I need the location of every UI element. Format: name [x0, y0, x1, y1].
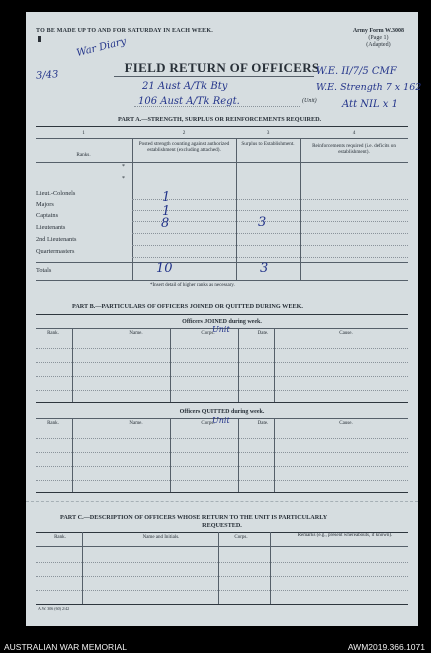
binding-mark: [38, 36, 41, 42]
form-sheet: [26, 12, 422, 626]
handwritten-margin-number: 3/43: [35, 69, 59, 82]
row-dots-4: [132, 233, 408, 234]
handwritten-corps-quitted: Unit: [212, 416, 230, 425]
handwritten-corps-joined: Unit: [212, 325, 230, 334]
part-a-col-num-3: 3: [266, 130, 270, 136]
part-c-bottom-rule: [36, 604, 408, 605]
joined-col-cause: Cause.: [339, 331, 353, 336]
part-a-vline-3: [300, 138, 301, 280]
joined-title: Officers JOINED during week.: [182, 319, 262, 325]
joined-col-date: Date.: [257, 331, 269, 336]
joined-dots-4: [36, 390, 408, 391]
row-dots-3: [132, 221, 408, 222]
part-a-vline-1: [132, 138, 133, 280]
archive-accession-number: AWM2019.366.1071: [347, 642, 425, 652]
totals-surplus: 3: [260, 261, 269, 276]
part-c-vline-3: [270, 532, 271, 604]
part-c-title-line2: REQUESTED.: [202, 522, 242, 529]
joined-col-name: Name.: [129, 331, 143, 336]
row-dots-2: [132, 210, 408, 211]
joined-bottom-rule: [36, 402, 408, 403]
posted-captains: 1: [162, 204, 171, 219]
title-underline: [114, 76, 314, 77]
rank-quartermasters: Quartermasters: [36, 248, 75, 255]
part-a-col-num-1: 1: [82, 130, 85, 136]
form-number-block: [353, 28, 404, 49]
posted-lieutenants: 8: [161, 216, 170, 231]
quitted-bottom-rule: [36, 492, 408, 493]
part-a-title: PART A.—STRENGTH, SURPLUS OR REINFORCEMENTS REQUIRED.: [118, 116, 322, 123]
asterisk-1: *: [122, 164, 125, 170]
part-a-top-rule: [36, 126, 408, 127]
unit-label: (Unit): [302, 98, 317, 104]
part-c-col-corps: Corps.: [234, 535, 248, 540]
quitted-col-date: Date.: [257, 421, 269, 426]
part-c-header-rule: [36, 546, 408, 547]
quitted-title: Officers QUITTED during week.: [179, 409, 265, 415]
totals-label: Totals: [36, 267, 52, 274]
rank-lieut-colonels: Lieut.-Colonels: [36, 190, 76, 197]
quitted-dots-3: [36, 466, 408, 467]
totals-posted: 10: [156, 261, 173, 276]
part-c-vline-2: [218, 532, 219, 604]
part-a-header-rule: [36, 162, 408, 163]
part-c-dots-2: [36, 576, 408, 577]
part-a-bottom-rule: [36, 280, 408, 281]
archive-credit: AUSTRALIAN WAR MEMORIAL: [4, 642, 127, 652]
quitted-dots-4: [36, 480, 408, 481]
print-reference: A.W. 306 (60) 2/42: [38, 606, 70, 611]
part-a-footnote: *Insert detail of higher ranks as necessary.: [150, 283, 235, 288]
rank-2nd-lieutenants: 2nd Lieutenants: [36, 236, 77, 243]
part-a-totals-rule: [36, 262, 408, 263]
form-adapted: (Adapted): [366, 42, 391, 48]
joined-col-rank: Rank.: [47, 331, 59, 336]
quitted-col-cause: Cause.: [339, 421, 353, 426]
quitted-dots-1: [36, 438, 408, 439]
handwritten-we-strength: W.E. Strength 7 x 162: [316, 82, 422, 93]
fold-line: [26, 501, 418, 502]
rank-captains: Captains: [36, 212, 59, 219]
quitted-dots-2: [36, 452, 408, 453]
handwritten-unit-line2: 106 Aust A/Tk Regt.: [138, 96, 240, 107]
part-a-col2-header: Posted strength counting against authorized establishment (excluding attached).: [138, 141, 230, 153]
handwritten-war-diary: War Diary: [75, 36, 128, 59]
part-a-col1-header: Ranks.: [76, 152, 91, 158]
unit-dotted-line: [134, 106, 300, 107]
part-a-col4-header: Reinforcements required (i.e. deficits on establishment).: [312, 143, 396, 155]
joined-col-corps: Corps.: [201, 331, 215, 336]
quitted-col-rank: Rank.: [47, 421, 59, 426]
part-c-title-line1: PART C.—DESCRIPTION OF OFFICERS WHOSE RETURN TO THE UNIT IS PARTICULARLY: [60, 514, 328, 521]
joined-dots-3: [36, 376, 408, 377]
part-c-col-remarks: Remarks (e.g., present whereabouts, if known).: [297, 533, 393, 538]
row-dots-6: [132, 257, 408, 258]
form-page: (Page 1): [368, 35, 389, 41]
quitted-col-corps: Corps.: [201, 421, 215, 426]
handwritten-att-nil: Att NIL x 1: [342, 99, 398, 110]
part-c-dots-3: [36, 590, 408, 591]
quitted-col-name: Name.: [129, 421, 143, 426]
part-b-top-rule: [36, 314, 408, 315]
rank-lieutenants: Lieutenants: [36, 224, 66, 231]
part-c-vline-1: [82, 532, 83, 604]
form-instruction: TO BE MADE UP TO AND FOR SATURDAY IN EACH WEEK.: [36, 28, 213, 34]
part-a-col3-header: Surplus to Establishment.: [241, 141, 295, 147]
part-b-title: PART B.—PARTICULARS OF OFFICERS JOINED OR QUITTED DURING WEEK.: [72, 303, 303, 310]
part-c-col-name: Name and Initials.: [142, 535, 180, 540]
part-c-col-rank: Rank.: [54, 535, 66, 540]
handwritten-we-date: W.E. II/7/5 CMF: [316, 66, 397, 77]
part-c-dots-1: [36, 562, 408, 563]
surplus-lieutenants: 3: [258, 215, 267, 230]
part-a-numbers-rule: [36, 138, 408, 139]
asterisk-2: *: [122, 176, 125, 182]
rank-majors: Majors: [36, 201, 54, 208]
part-a-vline-2: [236, 138, 237, 280]
handwritten-unit-line1: 21 Aust A/Tk Bty: [142, 81, 228, 92]
row-dots-1: [132, 199, 408, 200]
joined-dots-2: [36, 362, 408, 363]
joined-dots-1: [36, 348, 408, 349]
row-dots-5: [132, 245, 408, 246]
form-number: Army Form W.3008: [352, 28, 404, 34]
page-title: FIELD RETURN OF OFFICERS: [124, 60, 320, 75]
part-a-col-num-4: 4: [352, 130, 356, 136]
part-a-col-num-2: 2: [182, 130, 186, 136]
posted-majors: 1: [162, 190, 171, 205]
